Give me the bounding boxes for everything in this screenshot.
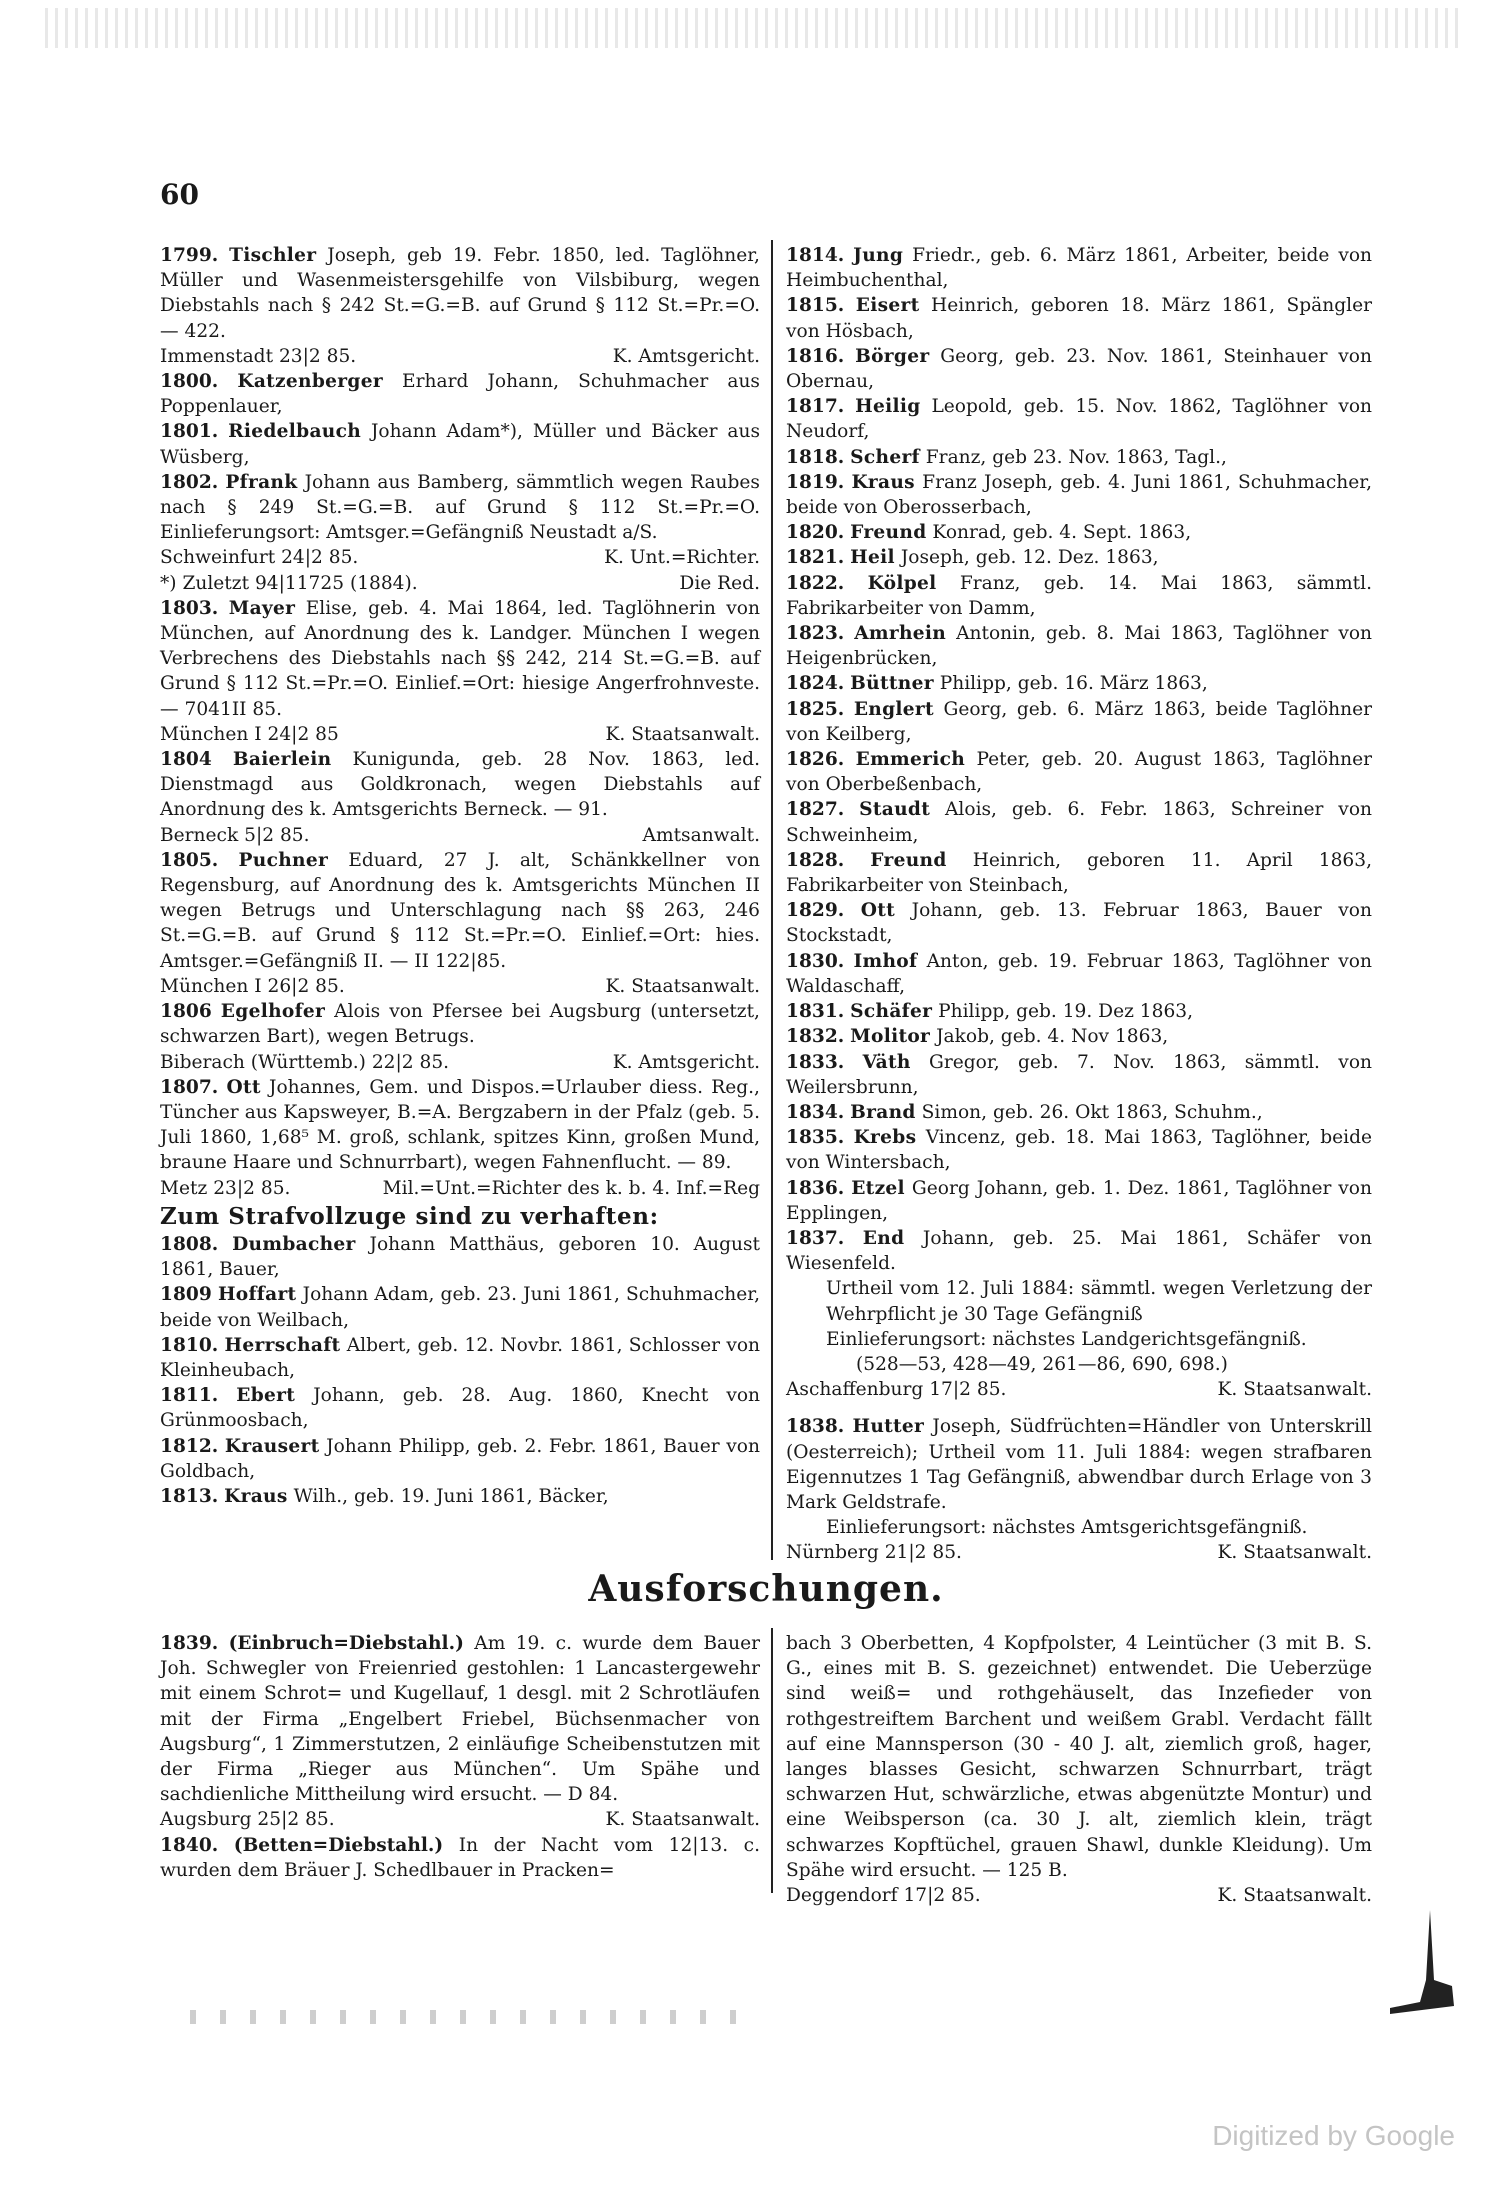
place-date: Metz 23|2 85. [160,1177,291,1199]
place-date: München I 26|2 85. [160,975,345,997]
entry-surname: Jung [853,245,904,266]
entry-text: Johann Adam*), Müller und Bäcker aus Wüsberg, [160,421,760,468]
entry-number: 1833. [786,1051,845,1073]
place-date: München I 24|2 85 [160,723,339,745]
place-date: Augsburg 25|2 85. [160,1809,335,1831]
entry-surname: Egelhofer [220,1001,326,1023]
entry-number: 1820. [786,522,845,544]
authority: K. Unt.=Richter. [604,547,760,569]
entry-1837 [786,1226,1372,1276]
notice-1840-continued: bach 3 Oberbetten, 4 Kopfpolster, 4 Leintücher (3 mit B. S. G., eines mit B. S. gezeichnet) entwendet. Die Ueberzüge sind weiß= und rothgehäuselt, das Inzefieder von rothgestreiftem Barchent und weißem Grabl. Verdacht fällt auf eine Mannsperson (30 - 40 J. alt, ziemlich groß, hager, langes blasses Gesicht, schwarzen Schnurrbart, trägt schwarzen Hut, schwärzliche, etwas abgenützte Montur) und eine Weibsperson (ca. 30 J. alt, ziemlich klein, trägt schwarzes Kopftüchel, grauen Shawl, dunkle Kleidung). Um Spähe wird ersucht. — 125 B. [786,1633,1372,1881]
entry-surname: Schäfer [850,1001,933,1023]
signature-line [160,974,760,999]
signature-line [786,1377,1372,1402]
signature-line [160,545,760,570]
entry-surname: Scherf [850,446,920,468]
entry-1811 [160,1383,760,1433]
entry-number: 1828. [786,849,845,871]
entry-number: 1834. [786,1101,845,1123]
entry-number: 1800. [160,371,219,393]
entry-surname: Dumbacher [232,1233,356,1255]
entry-1819 [786,470,1372,520]
entry-text: Johann Philipp, geb. 2. Febr. 1861, Bauer von Goldbach, [160,1435,760,1482]
entry-surname: Börger [855,345,930,367]
notice-number: 1840. [160,1834,219,1856]
notice-text: In der Nacht vom 12|13. c. wurden dem Bräuer J. Schedlbauer in Pracken= [160,1834,760,1881]
entry-1829 [786,898,1372,948]
entry-surname: Freund [850,522,927,544]
authority: K. Staatsanwalt. [605,975,760,997]
entry-1831 [786,999,1372,1024]
entry-number: 1805. [160,849,219,871]
page-number: 60 [160,178,199,211]
entry-surname: Mayer [228,597,296,619]
entry-text: Friedr., geb. 6. März 1861, Arbeiter, beide von Heimbuchenthal, [786,245,1372,292]
entry-number: 1837. [786,1227,845,1249]
entry-surname: Heil [850,547,895,569]
entry-surname: Tischler [229,245,317,266]
entry-text: Konrad, geb. 4. Sept. 1863, [932,522,1192,544]
authority: K. Amtsgericht. [612,1051,760,1073]
entry-1833 [786,1050,1372,1100]
authority: K. Staatsanwalt. [1217,1885,1372,1907]
entry-surname: Englert [853,698,934,720]
signature-line [160,1176,760,1201]
binding-shadow-mark [1390,1910,1456,2020]
entry-text: Georg Johann, geb. 1. Dez. 1861, Taglöhner von Epplingen, [786,1177,1372,1224]
entry-text: Eduard, 27 J. alt, Schänkkellner von Regensburg, auf Anordnung des k. Amtsgerichts München II wegen Betrugs und Unterschlagung nach §§ 263, 246 St.=G.=B. auf Grund § 112 St.=Pr.=O. Einlief.=Ort: hies. Amtsger.=Gefängniß II. — II 122|85. [160,849,760,972]
entry-text: Johann, geb. 13. Februar 1863, Bauer von Stockstadt, [786,900,1372,947]
entry-1818 [786,445,1372,470]
entry-surname: Kraus [851,471,915,493]
entry-number: 1818. [786,446,845,468]
entry-surname: Staudt [859,799,931,821]
entry-number: 1822. [786,572,845,594]
entry-number: 1810. [160,1334,219,1356]
entry-text: Franz, geb. 14. Mai 1863, sämmtl. Fabrikarbeiter von Damm, [786,572,1372,619]
scan-artifact-bottom [190,2010,750,2024]
place-date: Aschaffenburg 17|2 85. [786,1379,1007,1401]
entry-number: 1830. [786,950,845,972]
authority: Mil.=Unt.=Richter des k. b. 4. Inf.=Reg [382,1177,760,1199]
entry-number: 1803. [160,597,219,619]
entry-number: 1823. [786,623,845,645]
entry-surname: Hoffart [217,1284,297,1306]
footnote-text: *) Zuletzt 94|11725 (1884). [160,572,418,594]
entry-surname: Kölpel [867,572,937,594]
entry-number: 1815. [786,295,845,317]
entry-1838 [786,1414,1372,1515]
entry-text: Leopold, geb. 15. Nov. 1862, Taglöhner von Neudorf, [786,396,1372,443]
entry-number: 1836. [786,1177,845,1199]
entry-number: 1813. [160,1485,219,1507]
entry-number: 1821. [786,547,845,569]
entry-number: 1816. [786,345,845,367]
entry-surname: Molitor [850,1026,931,1048]
entry-1826 [786,747,1372,797]
entry-surname: Ott [226,1076,261,1098]
section-banner: Ausforschungen. [588,1568,944,1610]
entry-surname: Heilig [855,396,921,418]
left-column [160,243,760,1509]
entry-text: Heinrich, geboren 18. März 1861, Spängler von Hösbach, [786,295,1372,342]
entry-text: Johannes, Gem. und Dispos.=Urlauber diess. Reg., Tüncher aus Kapsweyer, B.=A. Bergzabern in der Pfalz (geb. 5. Juli 1860, 1,68⁵ M. groß, schlank, spitzes Kinn, großen Mund, braune Haare und Schnurrbart), wegen Fahnenflucht. — 89. [160,1076,760,1174]
entry-text: Philipp, geb. 16. März 1863, [939,673,1208,695]
entry-1825 [786,697,1372,747]
entry-surname: Baierlein [232,749,332,771]
entry-number: 1824. [786,673,845,695]
entry-number: 1814. [786,245,845,266]
authority: K. Staatsanwalt. [1217,1379,1372,1401]
entry-1803 [160,596,760,722]
entry-surname: Kraus [224,1485,288,1507]
entry-surname: End [862,1227,905,1249]
entry-surname: Herrschaft [224,1334,341,1356]
entry-1806 [160,999,760,1049]
entry-number: 1817. [786,396,845,418]
place-date: Nürnberg 21|2 85. [786,1542,962,1564]
signature-line [160,823,760,848]
entry-text: Vincenz, geb. 18. Mai 1863, Taglöhner, beide von Wintersbach, [786,1127,1372,1174]
entry-text: Johann, geb. 28. Aug. 1860, Knecht von Grünmoosbach, [160,1385,760,1432]
einlieferungsort: Einlieferungsort: nächstes Landgerichtsgefängniß. [826,1328,1307,1350]
entry-1817 [786,394,1372,444]
entry-1801 [160,419,760,469]
entry-number: 1819. [786,471,845,493]
entry-text: Elise, geb. 4. Mai 1864, led. Taglöhnerin von München, auf Anordnung des k. Landger. München I wegen Verbrechens des Diebstahls nach §§ 242, 214 St.=G.=B. auf Grund § 112 St.=Pr.=O. Einlief.=Ort: hiesige Angerfrohnveste. — 7041II 85. [160,597,760,720]
entry-surname: Krebs [853,1127,917,1149]
entry-number: 1799. [160,245,219,266]
entry-1815 [786,293,1372,343]
entry-1821 [786,545,1372,570]
entry-number: 1806 [160,1001,212,1023]
entry-surname: Ebert [236,1385,296,1407]
entry-1799 [160,243,760,344]
notice-1839 [160,1631,760,1807]
entry-text: Kunigunda, geb. 28 Nov. 1863, led. Dienstmagd aus Goldkronach, wegen Diebstahls auf Anordnung des k. Amtsgerichts Berneck. — 91. [160,749,760,821]
entry-text: Heinrich, geboren 11. April 1863, Fabrikarbeiter von Steinbach, [786,849,1372,897]
entry-1805 [160,848,760,974]
entry-surname: Riedelbauch [228,421,362,443]
entry-1827 [786,797,1372,847]
entry-number: 1801. [160,421,219,443]
entry-text: Erhard Johann, Schuhmacher aus Poppenlauer, [160,371,760,418]
entry-1832 [786,1024,1372,1049]
authority: Amtsanwalt. [642,824,760,846]
notice-number: 1839. [160,1633,219,1654]
entry-text: Georg, geb. 23. Nov. 1861, Steinhauer von Obernau, [786,345,1372,393]
entry-surname: Brand [850,1101,916,1123]
footnote [160,571,760,596]
entry-1813 [160,1484,760,1509]
authority: K. Staatsanwalt. [605,723,760,745]
place-date: Berneck 5|2 85. [160,824,310,846]
notice-label: (Einbruch=Diebstahl.) [228,1633,464,1654]
einlieferungsort: Einlieferungsort: nächstes Amtsgerichtsgefängniß. [826,1517,1308,1539]
entry-1802 [160,470,760,546]
entry-text: Jakob, geb. 4. Nov 1863, [936,1026,1169,1048]
bottom-right-column [786,1631,1372,1908]
entry-number: 1826. [786,749,845,771]
entry-1823 [786,621,1372,671]
column-divider [771,240,773,1560]
entry-text: Johann aus Bamberg, sämmtlich wegen Raubes nach § 249 St.=G.=B. auf Grund § 112 St.=Pr.=O. Einlieferungsort: Amtsger.=Gefängniß Neustadt a/S. [160,471,760,544]
entry-number: 1811. [160,1385,219,1407]
entry-surname: Puchner [238,849,329,871]
entry-number: 1827. [786,799,845,821]
entry-number: 1829. [786,900,845,922]
authority: K. Staatsanwalt. [1217,1542,1372,1564]
entry-surname: Väth [862,1051,911,1073]
entry-surname: Katzenberger [237,371,383,393]
entry-text: Johann Adam, geb. 23. Juni 1861, Schuhmacher, beide von Weilbach, [160,1284,760,1331]
entry-text: Philipp, geb. 19. Dez 1863, [938,1001,1194,1023]
signature-line [786,1540,1372,1565]
entry-1800 [160,369,760,419]
entry-surname: Amrhein [854,623,947,645]
entry-surname: Hutter [852,1416,925,1438]
entry-surname: Freund [870,849,947,871]
place-date: Biberach (Württemb.) 22|2 85. [160,1051,450,1073]
entry-1814 [786,243,1372,293]
entry-number: 1838. [786,1416,845,1438]
entry-1830 [786,949,1372,999]
notice-1840 [160,1833,760,1883]
notice-text: Am 19. c. wurde dem Bauer Joh. Schwegler von Freienried gestohlen: 1 Lancastergewehr mit einem Schrot= und Kugellauf, 1 desgl. mit 2 Schrotläufen mit der Firma „Engelbert Friebel, Büchsenmacher von Augsburg“, 1 Zimmerstutzen, 2 einläufige Scheibenstutzen mit der Firma „Rieger aus München“. Um Spähe und sachdienliche Mittheilung wird ersucht. — D 84. [160,1633,760,1806]
authority: K. Amtsgericht. [612,345,760,367]
entry-1804 [160,747,760,823]
entry-surname: Imhof [853,950,918,972]
entry-1834 [786,1100,1372,1125]
entry-surname: Büttner [850,673,934,695]
entry-1835 [786,1125,1372,1175]
place-date: Deggendorf 17|2 85. [786,1885,981,1907]
entry-text: Peter, geb. 20. August 1863, Taglöhner von Oberbeßenbach, [786,749,1372,796]
section-heading: Zum Strafvollzuge sind zu verhaften: [160,1202,659,1230]
entry-text: Alois von Pfersee bei Augsburg (untersetzt, schwarzen Bart), wegen Betrugs. [160,1001,760,1048]
column-divider [771,1628,773,1893]
footnote-authority: Die Red. [679,572,760,594]
entry-text: Albert, geb. 12. Novbr. 1861, Schlosser von Kleinheubach, [160,1334,760,1381]
entry-surname: Etzel [851,1177,905,1199]
reference-numbers: (528—53, 428—49, 261—86, 690, 698.) [856,1353,1228,1375]
entry-text: Joseph, Südfrüchten=Händler von Unterskrill (Oesterreich); Urtheil vom 11. Juli 1884: wegen strafbaren Eigennutzes 1 Tag Gefängniß, abwendbar durch Erlage von 3 Mark Geldstrafe. [786,1416,1372,1513]
entry-text: Wilh., geb. 19. Juni 1861, Bäcker, [293,1485,609,1507]
entry-1816 [786,344,1372,394]
entry-text: Anton, geb. 19. Februar 1863, Taglöhner von Waldaschaff, [786,950,1372,997]
notice-label: (Betten=Diebstahl.) [233,1834,444,1856]
place-date: Schweinfurt 24|2 85. [160,547,359,569]
authority: K. Staatsanwalt. [605,1809,760,1831]
entry-1808 [160,1232,760,1282]
entry-1820 [786,520,1372,545]
entry-1810 [160,1333,760,1383]
entry-text: Johann Matthäus, geboren 10. August 1861, Bauer, [160,1233,760,1281]
entry-number: 1812. [160,1435,219,1457]
entry-surname: Eisert [855,295,920,317]
signature-line [160,1050,760,1075]
entry-number: 1804 [160,749,212,771]
right-column [786,243,1372,1566]
entry-1836 [786,1176,1372,1226]
entry-number: 1825. [786,698,845,720]
signature-line [160,1807,760,1832]
entry-text: Gregor, geb. 7. Nov. 1863, sämmtl. von Weilersbrunn, [786,1051,1372,1098]
place-date: Immenstadt 23|2 85. [160,345,357,367]
entry-1812 [160,1434,760,1484]
entry-surname: Pfrank [225,471,298,493]
entry-1807 [160,1075,760,1176]
entry-1822 [786,571,1372,621]
bottom-left-column [160,1631,760,1883]
entry-number: 1809 [160,1284,212,1306]
watermark: Digitized by Google [1212,2120,1455,2151]
entry-1809 [160,1282,760,1332]
entry-text: Joseph, geb. 12. Dez. 1863, [900,547,1159,569]
scan-artifact-top [45,8,1460,48]
entry-number: 1832. [786,1026,845,1048]
entry-text: Antonin, geb. 8. Mai 1863, Taglöhner von Heigenbrücken, [786,623,1372,670]
entry-surname: Krausert [224,1435,320,1457]
signature-line [160,722,760,747]
entry-1828 [786,848,1372,898]
signature-line [786,1883,1372,1908]
entry-text: Simon, geb. 26. Okt 1863, Schuhm., [921,1101,1263,1123]
entry-text: Franz Joseph, geb. 4. Juni 1861, Schuhmacher, beide von Oberosserbach, [786,471,1373,519]
verdict: Urtheil vom 12. Juli 1884: sämmtl. wegen Verletzung der Wehrpflicht je 30 Tage Gefängniß [826,1278,1372,1325]
entry-number: 1808. [160,1233,219,1255]
entry-number: 1831. [786,1001,845,1023]
entry-text: Georg, geb. 6. März 1863, beide Taglöhner von Keilberg, [786,698,1372,745]
entry-text: Alois, geb. 6. Febr. 1863, Schreiner von Schweinheim, [786,799,1372,846]
entry-1824 [786,671,1372,696]
entry-text: Franz, geb 23. Nov. 1863, Tagl., [925,446,1227,468]
entry-text: Joseph, geb 19. Febr. 1850, led. Taglöhner, Müller und Wasenmeistersgehilfe von Vilsbiburg, wegen Diebstahls nach § 242 St.=G.=B. auf Grund § 112 St.=Pr.=O. — 422. [160,245,760,342]
entry-surname: Ott [860,900,896,922]
entry-surname: Emmerich [855,749,966,771]
entry-number: 1835. [786,1127,845,1149]
entry-number: 1802. [160,471,219,493]
entry-number: 1807. [160,1076,219,1098]
entry-text: Johann, geb. 25. Mai 1861, Schäfer von Wiesenfeld. [786,1227,1372,1275]
signature-line [160,344,760,369]
